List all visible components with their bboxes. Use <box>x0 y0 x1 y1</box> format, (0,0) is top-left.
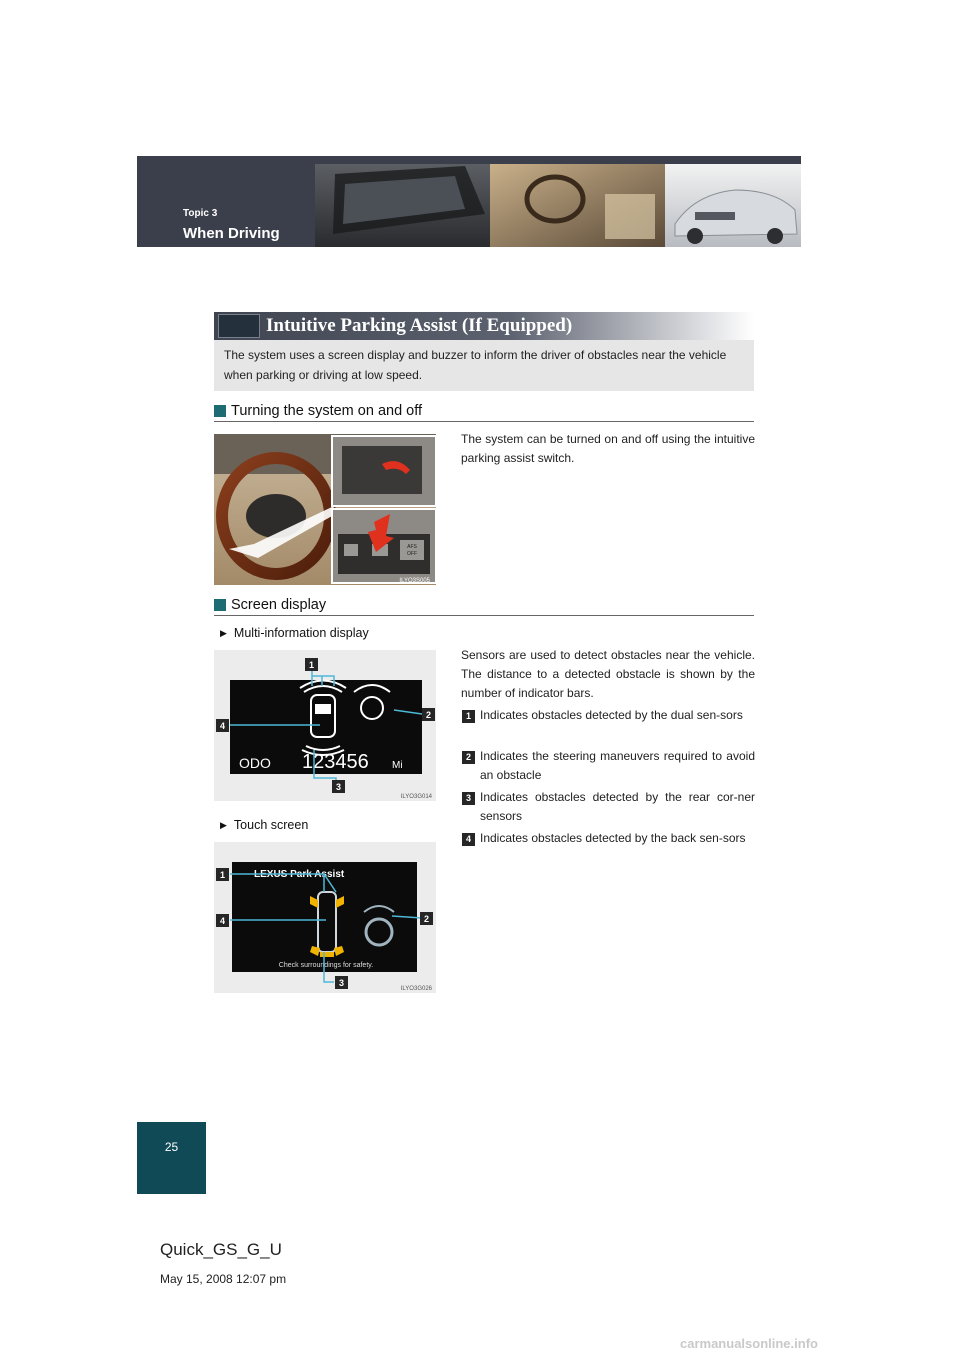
odo-label: ODO <box>239 755 271 771</box>
title-bar <box>214 312 754 340</box>
number-badge: 2 <box>462 751 475 764</box>
section-marker-icon <box>214 599 226 611</box>
callout-1: 1 <box>308 660 315 670</box>
callout-4: 4 <box>219 916 226 926</box>
page-title: Intuitive Parking Assist (If Equipped) <box>266 315 573 336</box>
callout-2: 2 <box>425 710 432 720</box>
figure-code: ILYO3S005 <box>399 578 430 584</box>
list-item-text: Indicates the steering maneuvers required to avoid an obstacle <box>480 749 755 782</box>
switch-figure <box>214 434 436 585</box>
section-title: When Driving <box>183 225 280 242</box>
list-item-text: Indicates obstacles detected by the dual sen-sors <box>480 708 743 722</box>
sub-heading-text: Touch screen <box>233 818 309 832</box>
section-heading-text: Screen display <box>231 597 327 613</box>
sub-heading-text: Multi-information display <box>233 626 369 640</box>
watermark: carmanualsonline.info <box>680 1336 818 1351</box>
switch-label-afs: AFS <box>407 544 417 550</box>
touch-screen-caption: Check surroundings for safety. <box>278 962 374 969</box>
callout-3: 3 <box>338 978 345 988</box>
odo-unit: Mi <box>392 760 403 771</box>
list-item-text: Indicates obstacles detected by the rear cor-ner sensors <box>480 790 755 823</box>
number-badge: 1 <box>462 710 475 723</box>
number-badge: 3 <box>462 792 475 805</box>
intro-box: The system uses a screen display and buzzer to inform the driver of obstacles near the vehicle when parking or driving at low speed. <box>214 340 754 391</box>
screen-description: Sensors are used to detect obstacles near the vehicle. The distance to a detected obstacle is shown by the number of indicator bars. <box>461 648 755 700</box>
mid-figure <box>214 650 436 801</box>
header-banner <box>137 156 801 247</box>
banner-photo-strip <box>315 164 801 247</box>
page-number: 25 <box>164 1140 179 1154</box>
list-item <box>461 829 755 848</box>
topic-label: Topic 3 <box>183 208 218 219</box>
figure-code: ILYO3G014 <box>400 794 432 800</box>
callout-3: 3 <box>335 782 342 792</box>
section-marker-icon <box>214 405 226 417</box>
page-number-tab <box>137 1122 206 1194</box>
list-item-text: Indicates obstacles detected by the back sen-sors <box>480 831 746 845</box>
sub-heading-mid <box>214 626 369 640</box>
section-heading-on-off <box>214 403 754 422</box>
callout-2: 2 <box>423 914 430 924</box>
callout-4: 4 <box>219 721 226 731</box>
on-off-description: The system can be turned on and off using the intuitive parking assist switch. <box>461 432 755 465</box>
section-heading-text: Turning the system on and off <box>231 403 423 419</box>
callout-1: 1 <box>219 870 226 880</box>
list-item <box>461 706 755 725</box>
number-badge: 4 <box>462 833 475 846</box>
odo-value: 123456 <box>302 751 369 773</box>
section-heading-screen <box>214 597 754 616</box>
list-item <box>461 747 755 785</box>
touch-screen-title: LEXUS Park Assist <box>254 869 345 880</box>
list-item <box>461 788 755 826</box>
touch-figure <box>214 842 436 993</box>
footer-doc-id: Quick_GS_G_U <box>160 1240 282 1259</box>
triangle-bullet-icon: ▶ <box>220 627 227 638</box>
sub-heading-touch <box>214 818 308 832</box>
triangle-bullet-icon: ▶ <box>220 819 227 830</box>
title-thumbnail <box>218 314 260 338</box>
figure-code: ILYO3G026 <box>400 986 432 992</box>
footer-date: May 15, 2008 12:07 pm <box>160 1272 287 1286</box>
switch-label-off: OFF <box>407 551 417 557</box>
